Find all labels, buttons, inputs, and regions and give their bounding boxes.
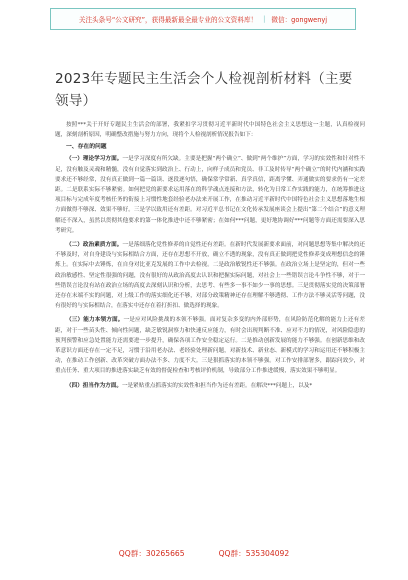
responsibility-text: 一是紧贴重点抓落实的实效性和担当作为还有差距。在解决***问题上，以及* [121,382,313,389]
banner-promo-text: 关注头条号“公文研究”，获得最新最全最专业的公文资料库！ [78,16,258,24]
document-title: 2023年专题民主生活会个人检视剖析材料（主要领导） [55,71,353,109]
promo-banner[interactable] [50,8,356,30]
theory-study-paragraph [55,154,365,236]
political-quality-paragraph [55,240,365,311]
ability-heading: （三）能力本领方面。 [66,317,124,324]
political-quality-text: 一是落细落化党性修养的自觉性还有差距。在新时代发展新要求面前，对问题思想等集中解决的还不够及时，对自身建设与实际相结合方面，还存在思想不开放，确立不透的现象，没有真正做到把党性修养变成理想信念的锤炼上。在实际中去锤炼，在自身对比亚克发展的工作中去检视。二是政治敏锐性还不够强。在政治立场上是坚定的，但对一些政治敏感性、坚定性很强的问题，没有很好的从政治高度去认识和把握实际问题，对社会上一些错误言论斗争性不够，对于一些错误言论没有站在政治立场的高度去深刻认识和分析，去思考、有些多一事不如少一事的思想。三是贯彻落实党的决策部署还存在末端不实的问题，对上级工作的落实细化还不够，对部分政策精神还存在理解不够透彻、工作方法不够灵活等问题，没有很好的与实际相结合，在落实中还存在着打折扣、做选择的现象。 [55,242,365,310]
footer-qq-group-2: QQ群：535304092 [218,549,290,558]
section-heading-problems: 一、存在的问题 [66,144,107,151]
responsibility-heading: （四）担当作为方面。 [66,382,122,389]
banner-wechat-text: 微信：gongwenyj [271,16,328,24]
theory-study-heading: （一）理论学习方面。 [66,156,123,163]
intro-paragraph: 按照***关于开好专题民主生活会的部署，我紧扣学习贯彻习近平新时代中国特色社会主义思想这一主题，认真检视问题，深刻剖析原因，明确整改措施与努力方向，现将个人检视剖析情况报告如下： [55,122,365,139]
political-quality-heading: （二）政治素质方面。 [66,242,123,249]
responsibility-paragraph [55,381,365,391]
ability-text: 一是应对风险挑战的本领不够强。面对复杂多变的内外部形势，在风险防范化解的能力上还有差距，对于一些苗头性、倾向性问题，缺乏敏锐洞察力和快速反应能力，有时会出现判断不准、应对不力的情况，对风险隐患的预判预警和应急处置能力还需要进一步提升，确保各项工作安全稳定运行。二是推动创新发展的能力不够强。在创新思维和改革意识方面还存在一定不足，习惯于沿用老办法、老经验处理新问题，对新技术、新业态、新模式的学习和运用还不够积极主动，在推动工作创新、改革突破方面办法不多、力度不大。三是狠抓落实的本领不够强。对工作安排部署多，跟踪问效少，对重点任务、重大项目的推进落实缺乏有效的督促检查和考核评价机制，导致部分工作推进缓慢，落实效果不够明显。 [55,317,365,375]
footer-contact [0,548,408,559]
ability-paragraph [55,315,365,376]
theory-study-text: 一是学习深度有所欠缺。主要是把握“两个确立”、做到“两个维护”方面，学习的实效性和针对性不足，没有触及灵魂和精髓，没有自觉落实到政治上、行动上，向样子成员和党员、非工及时传导“两个确立”的时代内涵和实践要求还不够经常，没有真正做到一篇一篇读、逐段逐句悟，确保常学常新、真学真信，距离学懂、弄通做实的要求仍有一定差距。二是联系实际不够紧密。如何把党的新要求运用落在的科学魂点连接和方法，转化为日常工作实践的能力，在统筹推进这项目标与完成年度考核任务的衔接上习惯性地套经验老办法来开展工作，在推动习近平新时代中国特色社会主义思想落地生根方面做得不够深、效果不够好。三是学以致用还有差距。对习近平总书记在文化传承发展座谈会上提出“第二个结合”的意义理解还不深入，虽然以贯彻其他要求的第一体化推进中还不够紧密；在如何***问题，更好地协调好***问题等方面还需要深入思考研究。 [55,156,365,234]
document-body [55,68,365,391]
banner-separator: | [263,15,266,23]
footer-qq-group-1: QQ群：30265665 [118,549,185,558]
